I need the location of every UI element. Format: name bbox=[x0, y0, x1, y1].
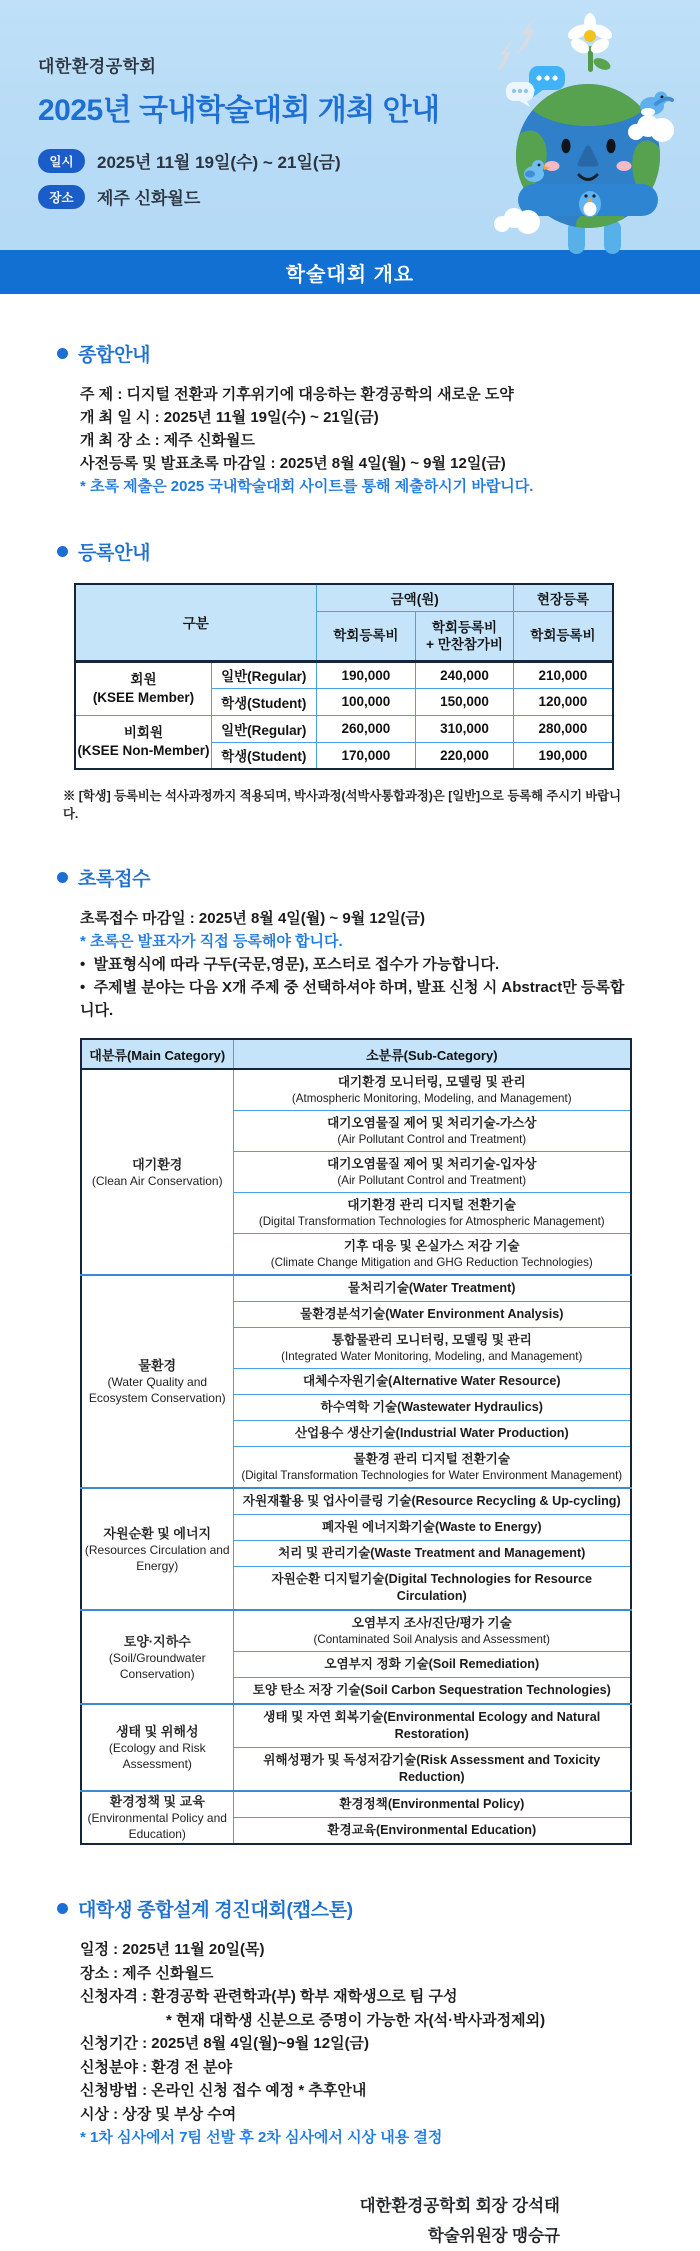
content bbox=[0, 340, 700, 2251]
type-cell: 일반(Regular) bbox=[211, 661, 316, 688]
sub-category-cell: 통합물관리 모니터링, 모델링 및 관리 (Integrated Water Monitoring, Modeling, and Management) bbox=[233, 1328, 631, 1369]
nonmember-group-cell: 비회원 (KSEE Non-Member) bbox=[75, 715, 211, 769]
overview-line: 주 제 : 디지털 전환과 기후위기에 대응하는 환경공학의 새로운 도약 bbox=[80, 386, 514, 403]
sub-category-cell: 대기환경 모니터링, 모델링 및 관리 (Atmospheric Monitoring, Modeling, and Management) bbox=[233, 1069, 631, 1111]
sub-category-cell: 생태 및 자연 회복기술(Environmental Ecology and Natural Restoration) bbox=[233, 1704, 631, 1748]
bullet-dot-icon bbox=[57, 546, 68, 557]
capstone-line: 신청방법 : 온라인 신청 접수 예정 * 추후안내 bbox=[80, 2082, 367, 2099]
table-row bbox=[75, 715, 613, 742]
overview-line: 개 최 일 시 : 2025년 11월 19일(수) ~ 21일(금) bbox=[80, 409, 379, 426]
bird-icon bbox=[640, 92, 674, 117]
type-cell: 일반(Regular) bbox=[211, 715, 316, 742]
banner-title: 학술대회 개요 bbox=[285, 263, 415, 286]
category-row bbox=[81, 1488, 631, 1515]
fee-dinner-cell: 310,000 bbox=[416, 715, 514, 742]
cloud-icon bbox=[494, 208, 540, 234]
category-row bbox=[81, 1275, 631, 1302]
capstone-heading: 대학생 종합설계 경진대회(캡스톤) bbox=[78, 1900, 353, 1921]
main-category-cell: 자원순환 및 에너지 (Resources Circulation and Energy) bbox=[81, 1488, 233, 1610]
col-fee-header: 학회등록비 bbox=[316, 611, 416, 661]
onsite-cell: 190,000 bbox=[513, 742, 613, 769]
registration-heading: 등록안내 bbox=[78, 543, 151, 564]
speech-bubble-icon bbox=[506, 82, 534, 107]
bird-icon bbox=[579, 191, 601, 217]
fee-cell: 170,000 bbox=[316, 742, 416, 769]
signature-block bbox=[57, 2191, 630, 2251]
organization-name: 대한환경공학회 bbox=[38, 57, 157, 76]
president-signature: 대한환경공학회 회장 강석태 bbox=[359, 2197, 560, 2215]
sub-category-cell: 오염부지 조사/진단/평가 기술 (Contaminated Soil Analysis and Assessment) bbox=[233, 1610, 631, 1652]
main-category-header: 대분류(Main Category) bbox=[81, 1039, 233, 1069]
lightning-icon bbox=[517, 14, 537, 54]
abstract-bullet: • 주제별 분야는 다음 X개 주제 중 선택하셔야 하며, 발표 신청 시 Abstract만 등록합니다. bbox=[80, 976, 630, 1022]
sub-category-cell: 토양 탄소 저장 기술(Soil Carbon Sequestration Technologies) bbox=[233, 1678, 631, 1705]
sub-category-cell: 물처리기술(Water Treatment) bbox=[233, 1275, 631, 1302]
capstone-line: 신청자격 : 환경공학 관련학과(부) 학부 재학생으로 팀 구성 bbox=[80, 1988, 458, 2005]
overview-note: * 초록 제출은 2025 국내학술대회 사이트를 통해 제출하시기 바랍니다. bbox=[80, 478, 534, 495]
chair-signature: 학술위원장 맹승규 bbox=[427, 2227, 560, 2245]
capstone-line: 시상 : 상장 및 부상 수여 bbox=[80, 2105, 237, 2123]
main-category-cell: 생태 및 위해성 (Ecology and Risk Assessment) bbox=[81, 1704, 233, 1791]
sub-category-cell: 물환경분석기술(Water Environment Analysis) bbox=[233, 1302, 631, 1328]
onsite-cell: 210,000 bbox=[513, 661, 613, 688]
sub-category-cell: 대기환경 관리 디지털 전환기술 (Digital Transformation Technologies for Atmospheric Management) bbox=[233, 1193, 631, 1234]
abstract-bullet: • 발표형식에 따라 구두(국문,영문), 포스터로 접수가 가능합니다. bbox=[80, 953, 630, 976]
earth-mascot-illustration bbox=[430, 8, 682, 258]
col-amount-header: 금액(원) bbox=[316, 584, 513, 611]
onsite-cell: 280,000 bbox=[513, 715, 613, 742]
fee-dinner-cell: 150,000 bbox=[416, 688, 514, 715]
overview-line: 사전등록 및 발표초록 마감일 : 2025년 8월 4일(월) ~ 9월 12일(금) bbox=[80, 455, 506, 472]
type-cell: 학생(Student) bbox=[211, 742, 316, 769]
sub-category-cell: 자원순환 디지털기술(Digital Technologies for Resource Circulation) bbox=[233, 1567, 631, 1611]
fee-cell: 260,000 bbox=[316, 715, 416, 742]
capstone-line: 일정 : 2025년 11월 20일(목) bbox=[80, 1941, 265, 1958]
overview-heading: 종합안내 bbox=[78, 345, 151, 366]
sub-category-cell: 위해성평가 및 독성저감기술(Risk Assessment and Toxicity Reduction) bbox=[233, 1748, 631, 1792]
registration-fee-table bbox=[74, 583, 614, 770]
sub-category-cell: 자원재활용 및 업사이클링 기술(Resource Recycling & Up-cycling) bbox=[233, 1488, 631, 1515]
sub-category-cell: 오염부지 정화 기술(Soil Remediation) bbox=[233, 1652, 631, 1678]
main-category-cell: 대기환경 (Clean Air Conservation) bbox=[81, 1069, 233, 1275]
type-cell: 학생(Student) bbox=[211, 688, 316, 715]
fee-dinner-cell: 220,000 bbox=[416, 742, 514, 769]
col-onsite-header: 현장등록 bbox=[513, 584, 613, 611]
main-category-cell: 물환경 (Water Quality and Ecosystem Conservation) bbox=[81, 1275, 233, 1488]
date-badge: 일시 bbox=[38, 149, 85, 173]
capstone-line: 신청분야 : 환경 전 분야 bbox=[80, 2058, 233, 2076]
venue-badge: 장소 bbox=[38, 185, 85, 209]
section-abstract bbox=[57, 864, 630, 1845]
section-registration bbox=[57, 538, 630, 822]
col-group-header: 구분 bbox=[75, 584, 316, 661]
bullet-dot-icon bbox=[57, 872, 68, 883]
onsite-cell: 120,000 bbox=[513, 688, 613, 715]
flower-icon bbox=[565, 13, 614, 72]
sub-category-cell: 처리 및 관리기술(Waste Treatment and Management) bbox=[233, 1541, 631, 1567]
capstone-subnote: * 현재 대학생 신분으로 증명이 가능한 자(석·박사과정제외) bbox=[166, 2011, 546, 2029]
abstract-heading: 초록접수 bbox=[78, 869, 151, 890]
overview-line: 개 최 장 소 : 제주 신화월드 bbox=[80, 432, 255, 449]
sub-category-cell: 환경정책(Environmental Policy) bbox=[233, 1791, 631, 1818]
sub-category-cell: 대기오염물질 제어 및 처리기술-입자상 (Air Pollutant Control and Treatment) bbox=[233, 1152, 631, 1193]
section-overview bbox=[57, 340, 630, 498]
section-capstone bbox=[57, 1895, 630, 2149]
venue-value: 제주 신화월드 bbox=[97, 189, 201, 208]
table-row bbox=[75, 661, 613, 688]
category-table bbox=[80, 1038, 632, 1845]
capstone-line: 신청기간 : 2025년 8월 4일(월)~9월 12일(금) bbox=[80, 2035, 370, 2052]
sub-category-header: 소분류(Sub-Category) bbox=[233, 1039, 631, 1069]
col-fee-dinner-header: 학회등록비 + 만찬참가비 bbox=[416, 611, 514, 661]
col-onsite-fee-header: 학회등록비 bbox=[513, 611, 613, 661]
date-value: 2025년 11월 19일(수) ~ 21일(금) bbox=[97, 153, 341, 172]
page-title: 2025년 국내학술대회 개최 안내 bbox=[38, 94, 440, 127]
abstract-deadline: 초록접수 마감일 : 2025년 8월 4일(월) ~ 9월 12일(금) bbox=[80, 910, 426, 927]
category-row bbox=[81, 1704, 631, 1748]
category-row bbox=[81, 1610, 631, 1652]
capstone-line: 장소 : 제주 신화월드 bbox=[80, 1964, 214, 1982]
bullet-dot-icon bbox=[57, 1903, 68, 1914]
bullet-dot-icon bbox=[57, 348, 68, 359]
category-row bbox=[81, 1069, 631, 1111]
hero-header bbox=[0, 0, 700, 250]
lightning-icon bbox=[497, 38, 513, 71]
category-row bbox=[81, 1791, 631, 1818]
sub-category-cell: 폐자원 에너지화기술(Waste to Energy) bbox=[233, 1515, 631, 1541]
abstract-note: * 초록은 발표자가 직접 등록해야 합니다. bbox=[80, 933, 343, 950]
main-category-cell: 환경정책 및 교육 (Environmental Policy and Education) bbox=[81, 1791, 233, 1844]
main-category-cell: 토양·지하수 (Soil/Groundwater Conservation) bbox=[81, 1610, 233, 1704]
sub-category-cell: 기후 대응 및 온실가스 저감 기술 (Climate Change Mitigation and GHG Reduction Technologies) bbox=[233, 1234, 631, 1276]
capstone-note: * 1차 심사에서 7팀 선발 후 2차 심사에서 시상 내용 결정 bbox=[80, 2129, 443, 2146]
sub-category-cell: 산업용수 생산기술(Industrial Water Production) bbox=[233, 1421, 631, 1447]
fee-dinner-cell: 240,000 bbox=[416, 661, 514, 688]
sub-category-cell: 환경교육(Environmental Education) bbox=[233, 1818, 631, 1845]
member-group-cell: 회원 (KSEE Member) bbox=[75, 661, 211, 715]
sub-category-cell: 대체수자원기술(Alternative Water Resource) bbox=[233, 1369, 631, 1395]
sub-category-cell: 물환경 관리 디지털 전환기술 (Digital Transformation Technologies for Water Environment Management) bbox=[233, 1447, 631, 1489]
fee-cell: 190,000 bbox=[316, 661, 416, 688]
registration-note: ※ [학생] 등록비는 석사과정까지 적용되며, 박사과정(석박사통합과정)은 [일반]으로 등록해 주시기 바랍니다. bbox=[63, 789, 622, 821]
sub-category-cell: 하수역학 기술(Wastewater Hydraulics) bbox=[233, 1395, 631, 1421]
fee-cell: 100,000 bbox=[316, 688, 416, 715]
sub-category-cell: 대기오염물질 제어 및 처리기술-가스상 (Air Pollutant Control and Treatment) bbox=[233, 1111, 631, 1152]
